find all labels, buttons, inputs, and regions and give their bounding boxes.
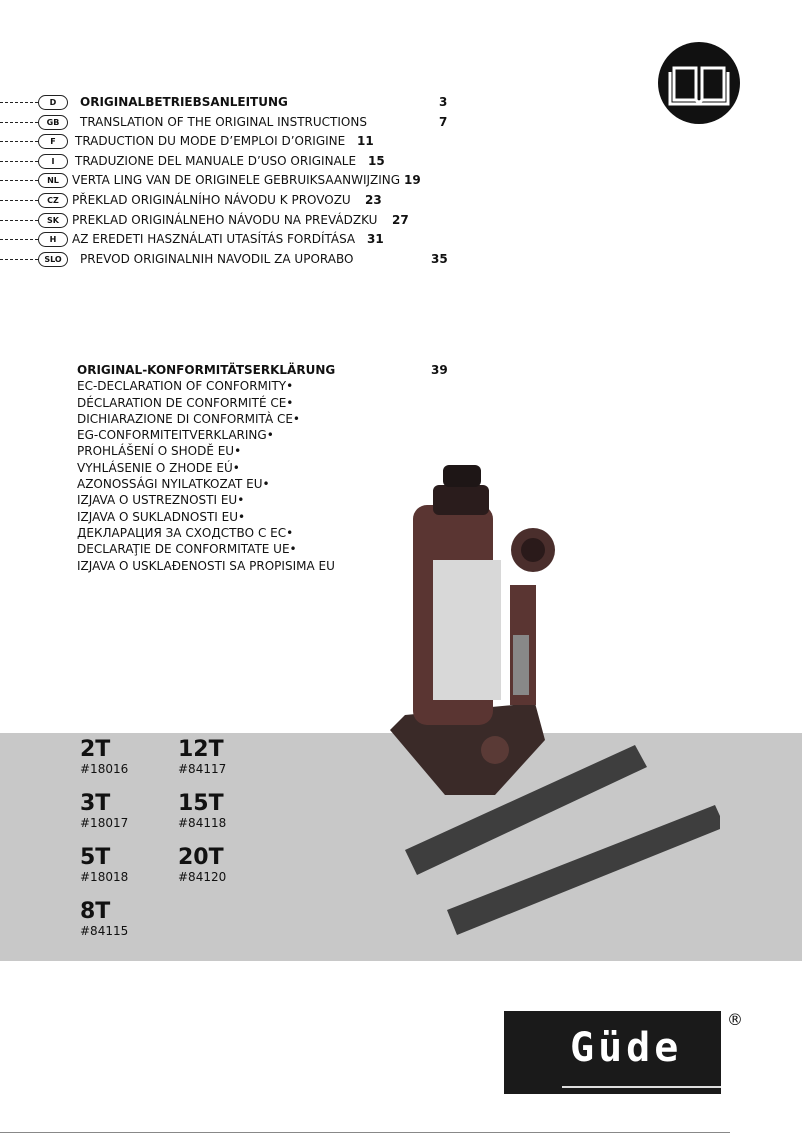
declaration-line: DICHIARAZIONE DI CONFORMITÀ CE• (77, 411, 301, 426)
toc-title: TRANSLATION OF THE ORIGINAL INSTRUCTIONS (80, 114, 367, 129)
model-capacity: 8T (80, 899, 111, 924)
model-capacity: 20T (178, 845, 224, 870)
declaration-title-text: ORIGINAL-KONFORMITÄTSERKLÄRUNG (77, 363, 336, 377)
model-entry (178, 738, 226, 776)
language-badge: GB (38, 115, 68, 130)
declaration-line: EC-DECLARATION OF CONFORMITY• (77, 379, 294, 394)
toc-page: 27 (392, 212, 409, 227)
toc-entry[interactable] (0, 152, 460, 170)
model-capacity: 2T (80, 737, 111, 762)
toc-page: 3 (439, 95, 448, 109)
model-capacity: 12T (178, 737, 224, 762)
toc-page: 15 (368, 153, 385, 168)
toc-page: 31 (367, 232, 384, 247)
leader-line (0, 161, 38, 162)
toc-title: PREKLAD ORIGINÁLNEHO NÁVODU NA PREVÁDZKU (72, 212, 378, 227)
toc-entry[interactable] (0, 191, 460, 209)
toc-title: TRADUCTION DU MODE D’EMPLOI D’ORIGINE (75, 134, 346, 149)
declaration-line: DECLARAŢIE DE CONFORMITATE UE• (77, 542, 297, 557)
bottle-jack-image (385, 465, 720, 945)
toc-entry[interactable] (0, 113, 460, 131)
toc-entry[interactable] (0, 93, 460, 111)
toc-title: ORIGINALBETRIEBSANLEITUNG (80, 95, 288, 109)
declaration-line: DÉCLARATION DE CONFORMITÉ CE• (77, 395, 294, 410)
toc-entry[interactable] (0, 171, 460, 189)
leader-line (0, 141, 38, 142)
model-entry (80, 738, 128, 776)
model-entry (80, 792, 128, 830)
toc-entry[interactable] (0, 132, 460, 150)
declaration-line: VYHLÁSENIE O ZHODE EÚ• (77, 460, 240, 475)
language-badge: CZ (38, 193, 68, 208)
declaration-line: ДЕКЛАРАЦИЯ ЗА СХОДСТВО С ЕС• (77, 525, 294, 540)
language-badge: NL (38, 173, 68, 188)
model-number: #84115 (80, 924, 129, 938)
model-number: #84118 (178, 816, 227, 830)
divider (0, 1132, 730, 1133)
language-badge: D (38, 95, 68, 110)
model-capacity: 15T (178, 791, 224, 816)
declaration-line: IZJAVA O USTREZNOSTI EU• (77, 493, 245, 508)
book-icon (658, 42, 740, 124)
toc-page: 23 (365, 193, 382, 207)
toc-title: TRADUZIONE DEL MANUALE D’USO ORIGINALE (75, 153, 357, 168)
model-entry (178, 846, 226, 884)
language-badge: I (38, 154, 68, 169)
toc-page: 19 (404, 173, 421, 188)
declaration-title (77, 362, 452, 378)
declaration-line: EG-CONFORMITEITVERKLARING• (77, 428, 274, 443)
model-number: #18017 (80, 816, 129, 830)
toc-entry[interactable] (0, 250, 460, 268)
leader-line (0, 259, 38, 260)
declaration-line: IZJAVA O USKLAĐENOSTI SA PROPISIMA EU (77, 558, 335, 573)
leader-line (0, 122, 38, 123)
model-number: #84117 (178, 762, 227, 776)
declaration-page: 39 (431, 363, 448, 377)
model-capacity: 3T (80, 791, 111, 816)
declaration-line: AZONOSSÁGI NYILATKOZAT EU• (77, 477, 270, 492)
leader-line (0, 239, 38, 240)
toc-title: PREVOD ORIGINALNIH NAVODIL ZA UPORABO (80, 251, 354, 266)
leader-line (0, 180, 38, 181)
toc-page: 35 (431, 251, 448, 266)
model-number: #18016 (80, 762, 129, 776)
declaration-line: IZJAVA O SUKLADNOSTI EU• (77, 509, 246, 524)
toc-title: AZ EREDETI HASZNÁLATI UTASÍTÁS FORDÍTÁSA (72, 232, 356, 247)
model-entry (80, 900, 128, 938)
declaration-line: PROHLÁŠENÍ O SHODĚ EU• (77, 444, 242, 459)
brand-name: Güde (570, 1025, 683, 1071)
model-entry (80, 846, 128, 884)
language-badge: SK (38, 213, 68, 228)
model-entry (178, 792, 226, 830)
registered-mark: ® (727, 1010, 743, 1029)
model-number: #18018 (80, 870, 129, 884)
gude-logo (504, 1011, 721, 1094)
language-badge: SLO (38, 252, 68, 267)
model-capacity: 5T (80, 845, 111, 870)
leader-line (0, 102, 38, 103)
leader-line (0, 220, 38, 221)
toc-entry[interactable] (0, 230, 460, 248)
language-badge: H (38, 232, 68, 247)
leader-line (0, 200, 38, 201)
language-badge: F (38, 134, 68, 149)
model-number: #84120 (178, 870, 227, 884)
logo-underline (562, 1086, 721, 1088)
toc-title: PŘEKLAD ORIGINÁLNÍHO NÁVODU K PROVOZU (72, 193, 351, 207)
toc-page: 7 (439, 114, 448, 129)
toc-title: VERTA LING VAN DE ORIGINELE GEBRUIKSAANWIJZING (72, 173, 401, 188)
toc-page: 11 (357, 134, 374, 149)
toc-entry[interactable] (0, 211, 460, 229)
